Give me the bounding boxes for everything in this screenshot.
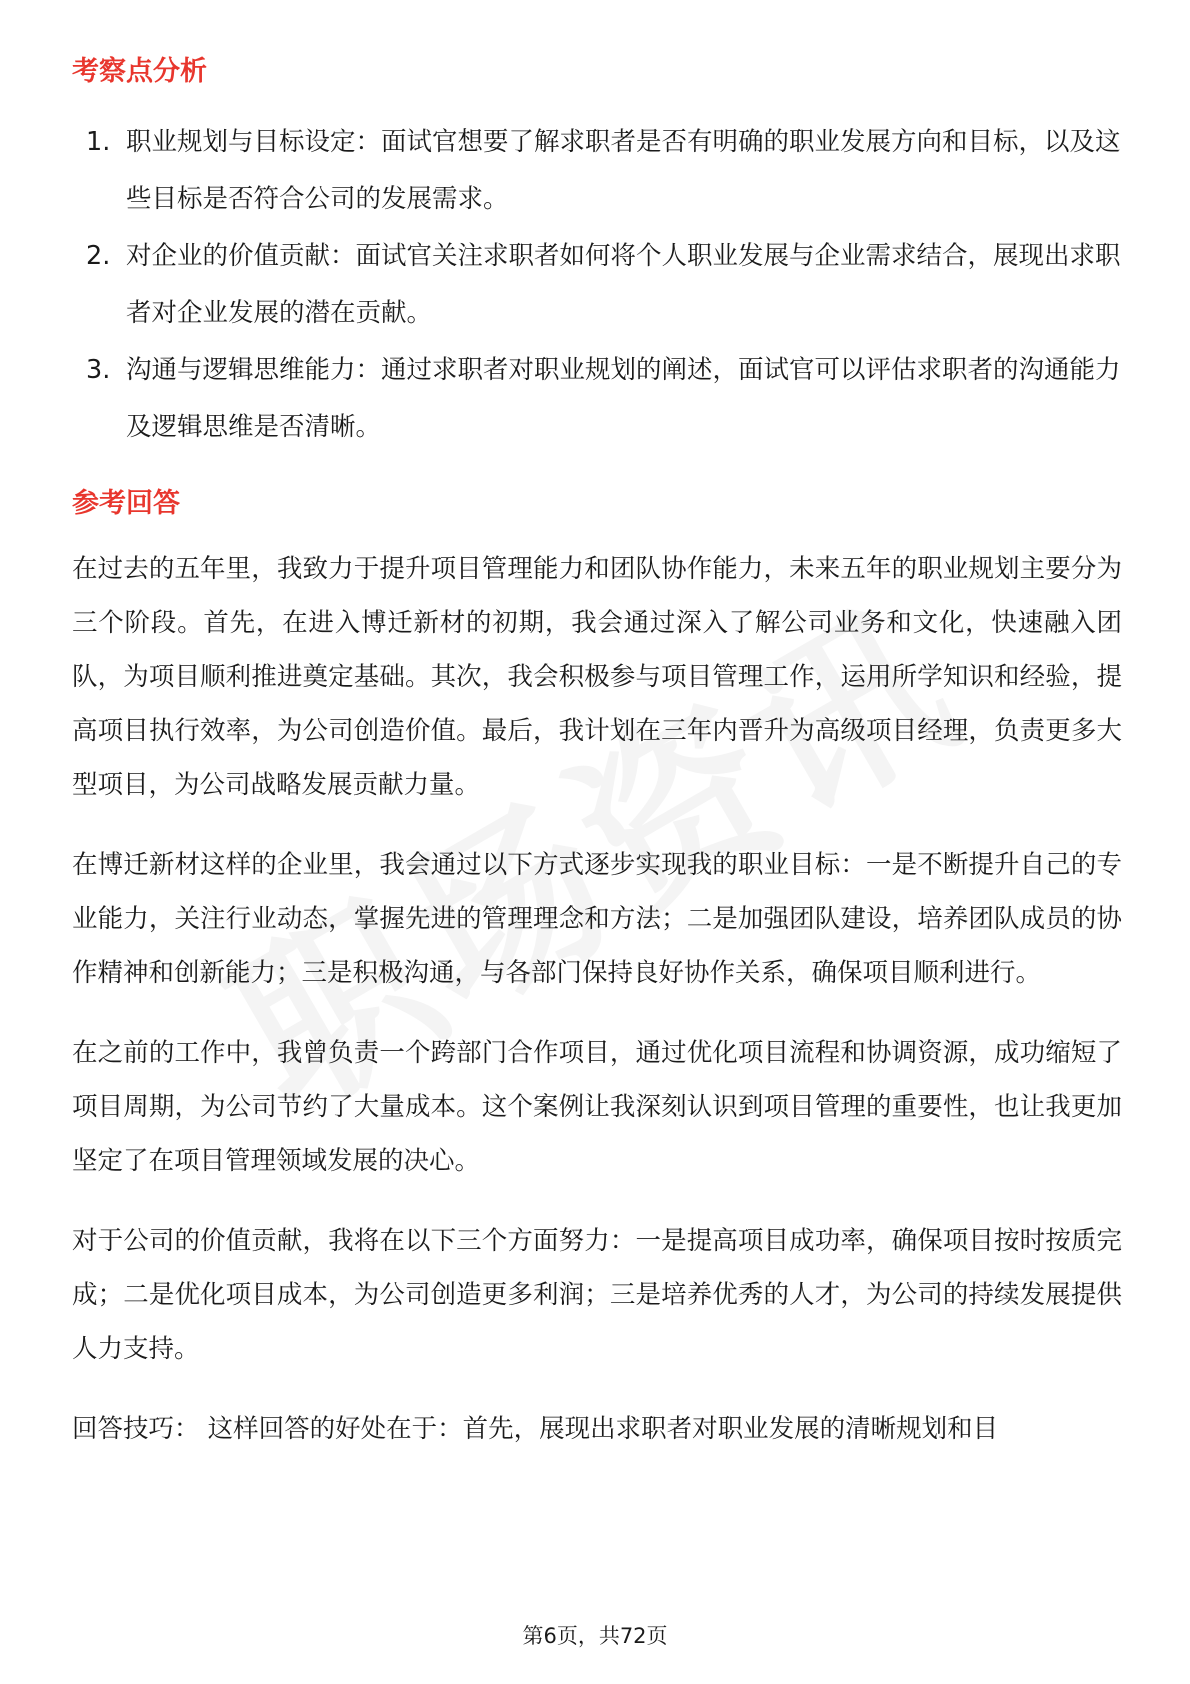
page-number: 第6页，共72页 xyxy=(522,1624,668,1648)
answer-paragraph: 在之前的工作中，我曾负责一个跨部门合作项目，通过优化项目流程和协调资源，成功缩短了项目周期，为公司节约了大量成本。这个案例让我深刻认识到项目管理的重要性，也让我更加坚定了在项目管理领域发展的决心。 xyxy=(72,1038,1122,1176)
list-item xyxy=(72,228,1122,342)
list-item xyxy=(72,342,1122,456)
list-item-number: 3. xyxy=(86,355,111,385)
list-item-number: 2. xyxy=(86,241,111,271)
list-item-number: 1. xyxy=(86,127,111,157)
page-content xyxy=(72,48,1122,1456)
answer-paragraph: 在博迁新材这样的企业里，我会通过以下方式逐步实现我的职业目标：一是不断提升自己的专业能力，关注行业动态，掌握先进的管理理念和方法；二是加强团队建设，培养团队成员的协作精神和创新能力；三是积极沟通，与各部门保持良好协作关系，确保项目顺利进行。 xyxy=(72,850,1122,988)
list-item-text: 对企业的价值贡献：面试官关注求职者如何将个人职业发展与企业需求结合，展现出求职者对企业发展的潜在贡献。 xyxy=(126,241,1121,328)
list-item-text: 职业规划与目标设定：面试官想要了解求职者是否有明确的职业发展方向和目标，以及这些目标是否符合公司的发展需求。 xyxy=(126,127,1121,214)
analysis-list xyxy=(72,114,1122,456)
answer-heading: 参考回答 xyxy=(72,488,180,519)
answer-paragraph: 对于公司的价值贡献，我将在以下三个方面努力：一是提高项目成功率，确保项目按时按质完成；二是优化项目成本，为公司创造更多利润；三是培养优秀的人才，为公司的持续发展提供人力支持。 xyxy=(72,1226,1122,1364)
answer-paragraph: 在过去的五年里，我致力于提升项目管理能力和团队协作能力，未来五年的职业规划主要分为三个阶段。首先，在进入博迁新材的初期，我会通过深入了解公司业务和文化，快速融入团队，为项目顺利推进奠定基础。其次，我会积极参与项目管理工作，运用所学知识和经验，提高项目执行效率，为公司创造价值。最后，我计划在三年内晋升为高级项目经理，负责更多大型项目，为公司战略发展贡献力量。 xyxy=(72,554,1122,800)
list-item-text: 沟通与逻辑思维能力：通过求职者对职业规划的阐述，面试官可以评估求职者的沟通能力及逻辑思维是否清晰。 xyxy=(126,355,1121,442)
list-item xyxy=(72,114,1122,228)
answer-tip-paragraph: 回答技巧： 这样回答的好处在于：首先，展现出求职者对职业发展的清晰规划和目 xyxy=(72,1414,999,1444)
analysis-heading: 考察点分析 xyxy=(72,56,207,87)
